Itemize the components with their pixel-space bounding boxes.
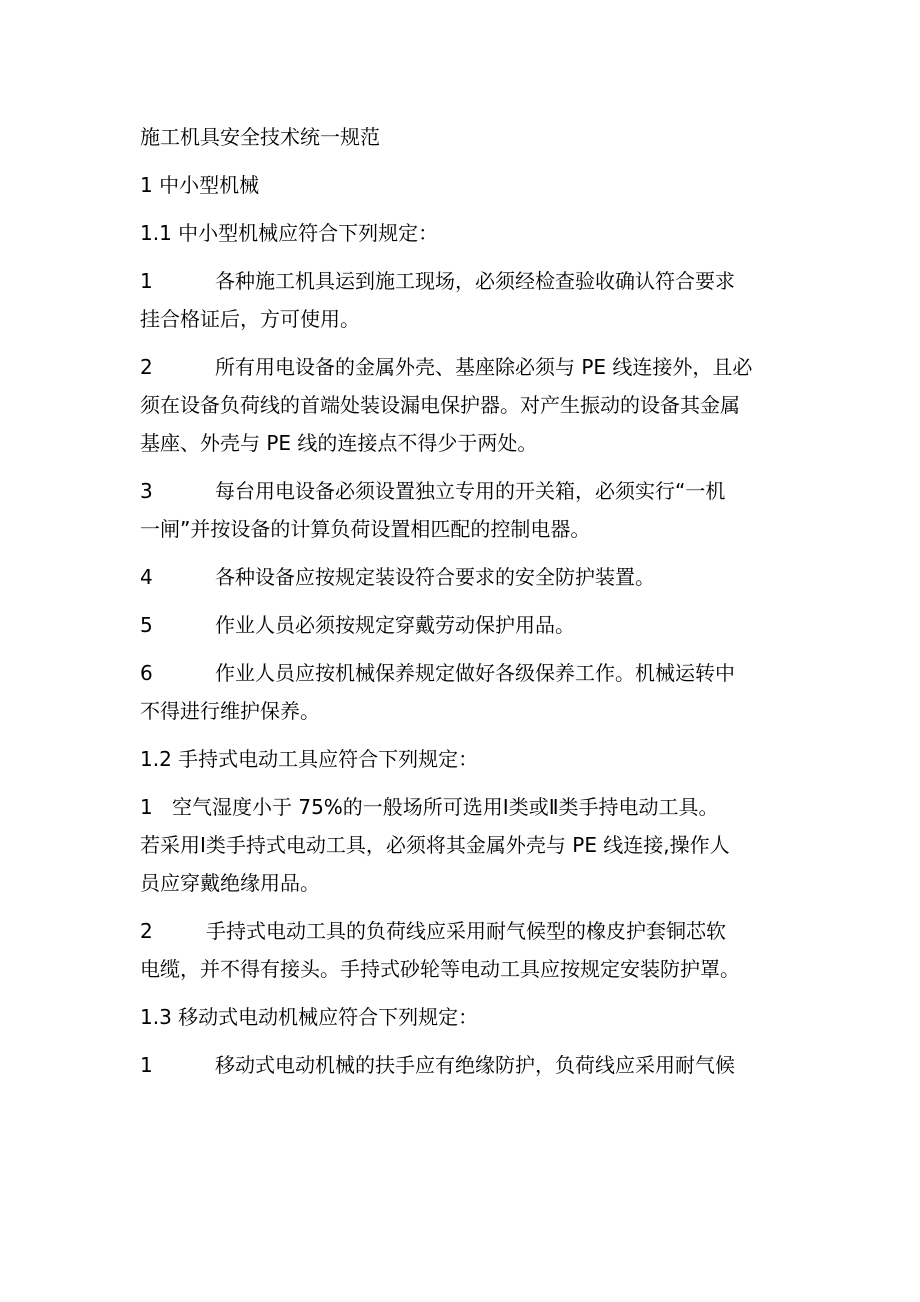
item-number: 5 — [140, 613, 153, 637]
item-text: 空气湿度小于 75%的一般场所可选用Ⅰ类或Ⅱ类手持电动工具。 — [172, 795, 719, 819]
item-text: 作业人员应按机械保养规定做好各级保养工作。机械运转中 — [215, 661, 735, 685]
item-text: 各种施工机具运到施工现场，必须经检查验收确认符合要求 — [215, 269, 735, 293]
subsection-heading-1-1: 1.1 中小型机械应符合下列规定： — [140, 221, 439, 245]
list-item — [140, 558, 785, 596]
list-item — [140, 472, 785, 548]
list-item — [140, 606, 785, 644]
item-number: 2 — [140, 919, 153, 943]
item-text-continued: 一闸”并按设备的计算负荷设置相匹配的控制电器。 — [140, 517, 591, 541]
item-text-continued: 电缆，并不得有接头。手持式砂轮等电动工具应按规定安装防护罩。 — [140, 957, 740, 981]
list-item — [140, 654, 785, 730]
item-text-continued: 挂合格证后，方可使用。 — [140, 307, 360, 331]
item-number: 3 — [140, 479, 153, 503]
item-number: 1 — [140, 795, 153, 819]
item-text-continued: 基座、外壳与 PE 线的连接点不得少于两处。 — [140, 431, 538, 455]
document-body — [140, 118, 785, 1094]
list-item — [140, 788, 785, 902]
item-text-continued: 若采用Ⅰ类手持式电动工具，必须将其金属外壳与 PE 线连接,操作人 — [140, 833, 730, 857]
item-text-continued: 员应穿戴绝缘用品。 — [140, 871, 320, 895]
item-text-continued: 须在设备负荷线的首端处装设漏电保护器。对产生振动的设备其金属 — [140, 393, 740, 417]
list-item — [140, 1046, 785, 1084]
item-number: 1 — [140, 1053, 153, 1077]
section-heading: 1 中小型机械 — [140, 173, 260, 197]
item-text: 每台用电设备必须设置独立专用的开关箱，必须实行“一机 — [215, 479, 726, 503]
item-number: 2 — [140, 355, 153, 379]
item-number: 6 — [140, 661, 153, 685]
subsection-heading-1-2: 1.2 手持式电动工具应符合下列规定： — [140, 747, 479, 771]
item-text: 所有用电设备的金属外壳、基座除必须与 PE 线连接外，且必 — [215, 355, 753, 379]
list-item — [140, 348, 785, 462]
item-number: 4 — [140, 565, 153, 589]
item-text: 移动式电动机械的扶手应有绝缘防护，负荷线应采用耐气候 — [215, 1053, 735, 1077]
list-item — [140, 262, 785, 338]
item-number: 1 — [140, 269, 153, 293]
item-text-continued: 不得进行维护保养。 — [140, 699, 320, 723]
list-item — [140, 912, 785, 988]
subsection-heading-1-3: 1.3 移动式电动机械应符合下列规定： — [140, 1005, 479, 1029]
item-text: 手持式电动工具的负荷线应采用耐气候型的橡皮护套铜芯软 — [206, 919, 726, 943]
item-text: 作业人员必须按规定穿戴劳动保护用品。 — [215, 613, 575, 637]
item-text: 各种设备应按规定装设符合要求的安全防护装置。 — [215, 565, 655, 589]
document-title: 施工机具安全技术统一规范 — [140, 125, 380, 149]
